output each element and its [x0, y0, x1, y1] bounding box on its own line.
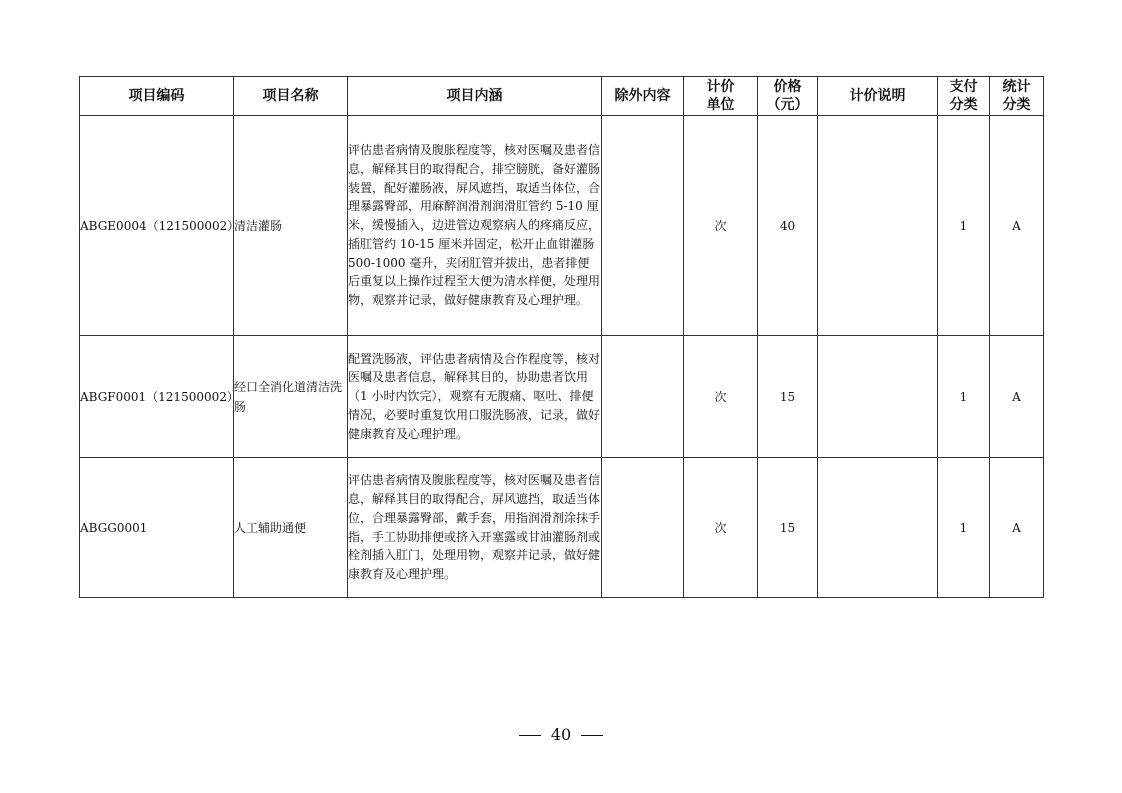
- header-price: [758, 77, 818, 116]
- header-unit-line1: 计价: [706, 79, 735, 95]
- header-unit: [684, 77, 758, 116]
- table-row: [80, 336, 1044, 458]
- table-row: [80, 458, 1044, 598]
- row-stat: A: [990, 116, 1044, 336]
- row-content: 评估患者病情及腹胀程度等，核对医嘱及患者信息，解释其目的取得配合，屏风遮挡，取适当体位，合理暴露臀部，戴手套，用指润滑剂涂抹手指，手工协助排便或挤入开塞露或甘油灌肠剂或栓剂插入肛门，处理用物，观察并记录，做好健康教育及心理护理。: [348, 458, 602, 598]
- row-name: 经口全消化道清洁洗肠: [234, 336, 348, 458]
- row-unit: 次: [684, 116, 758, 336]
- footer-dash-left: [519, 735, 541, 736]
- row-excluded: [602, 116, 684, 336]
- row-price: 15: [758, 336, 818, 458]
- row-pay: 1: [938, 458, 990, 598]
- header-name: 项目名称: [234, 77, 348, 116]
- row-price: 15: [758, 458, 818, 598]
- row-note: [818, 458, 938, 598]
- header-note: 计价说明: [818, 77, 938, 116]
- pricing-table: [79, 76, 1044, 598]
- row-code: ABGG0001: [80, 458, 234, 598]
- header-row: [80, 77, 1044, 116]
- header-price-line2: （元）: [766, 97, 809, 113]
- row-pay: 1: [938, 116, 990, 336]
- row-stat: A: [990, 336, 1044, 458]
- row-note: [818, 336, 938, 458]
- header-stat-line1: 统计: [1002, 79, 1031, 95]
- row-name: 人工辅助通便: [234, 458, 348, 598]
- header-price-line1: 价格: [773, 79, 802, 95]
- row-code: ABGE0004（121500002）: [80, 116, 234, 336]
- header-pay-line2: 分类: [949, 97, 978, 113]
- header-unit-line2: 单位: [706, 97, 735, 113]
- row-unit: 次: [684, 336, 758, 458]
- row-code: ABGF0001（121500002）: [80, 336, 234, 458]
- row-name: 清洁灌肠: [234, 116, 348, 336]
- header-content: 项目内涵: [348, 77, 602, 116]
- row-note: [818, 116, 938, 336]
- row-content: 评估患者病情及腹胀程度等，核对医嘱及患者信息，解释其目的取得配合，排空膀胱，备好灌肠装置，配好灌肠液，屏风遮挡，取适当体位，合理暴露臀部，用麻醉润滑剂润滑肛管约 5-10 厘米，缓慢插入，边进管边观察病人的疼痛反应，插肛管约 10-15 厘米并固定，松开止血钳灌肠 500-1000 毫升，夹闭肛管并拔出，患者排便后重复以上操作过程至大便为清水样便，处理用物，观察并记录，做好健康教育及心理护理。: [348, 116, 602, 336]
- row-stat: A: [990, 458, 1044, 598]
- row-excluded: [602, 336, 684, 458]
- header-pay-line1: 支付: [949, 79, 978, 95]
- header-excluded: 除外内容: [602, 77, 684, 116]
- row-unit: 次: [684, 458, 758, 598]
- row-pay: 1: [938, 336, 990, 458]
- header-stat-line2: 分类: [1002, 97, 1031, 113]
- header-pay: [938, 77, 990, 116]
- table-row: [80, 116, 1044, 336]
- row-content: 配置洗肠液，评估患者病情及合作程度等，核对医嘱及患者信息，解释其目的，协助患者饮用（1 小时内饮完），观察有无腹痛、呕吐、排便情况，必要时重复饮用口服洗肠液，记录，做好健康教育及心理护理。: [348, 336, 602, 458]
- footer-dash-right: [581, 735, 603, 736]
- header-stat: [990, 77, 1044, 116]
- header-code: 项目编码: [80, 77, 234, 116]
- page-footer: [0, 725, 1122, 744]
- row-excluded: [602, 458, 684, 598]
- row-price: 40: [758, 116, 818, 336]
- page-number: 40: [550, 725, 572, 744]
